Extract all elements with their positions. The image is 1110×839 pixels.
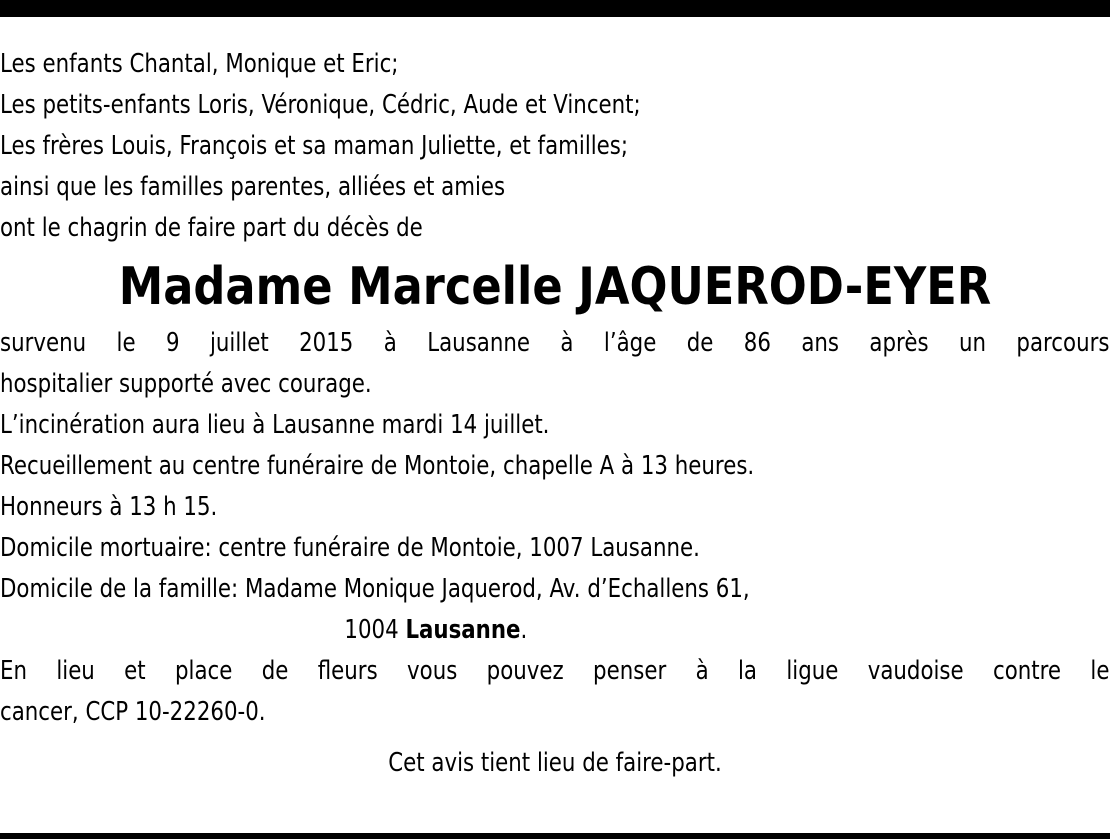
intro-line-announcement: ont le chagrin de faire part du décès de bbox=[0, 213, 423, 243]
body-line-cremation: L’incinération aura lieu à Lausanne mardi 14 juillet. bbox=[0, 410, 550, 440]
family-city-period: . bbox=[520, 615, 528, 645]
body-line-honours: Honneurs à 13 h 15. bbox=[0, 492, 218, 522]
body-line-gathering: Recueillement au centre funéraire de Montoie, chapelle A à 13 heures. bbox=[0, 451, 755, 481]
intro-line-children: Les enfants Chantal, Monique et Eric; bbox=[0, 49, 399, 79]
family-city: Lausanne bbox=[405, 615, 521, 645]
body-line-hospital: hospitalier supporté avec courage. bbox=[0, 369, 372, 399]
family-postcode: 1004 bbox=[344, 615, 406, 645]
top-border-rule bbox=[0, 0, 1110, 17]
death-notice bbox=[0, 44, 1110, 784]
intro-line-grandchildren: Les petits-enfants Loris, Véronique, Cédric, Aude et Vincent; bbox=[0, 90, 641, 120]
deceased-name: Madame Marcelle JAQUEROD-EYER bbox=[118, 257, 992, 317]
closing-note: Cet avis tient lieu de faire-part. bbox=[388, 748, 722, 778]
body-line-donation: En lieu et place de fleurs vous pouvez penser à la ligue vaudoise contre le bbox=[0, 656, 1110, 686]
body-line-death-date: survenu le 9 juillet 2015 à Lausanne à l’âge de 86 ans après un parcours bbox=[0, 328, 1110, 358]
intro-line-brothers: Les frères Louis, François et sa maman Juliette, et familles; bbox=[0, 131, 629, 161]
body-line-family-address: Domicile de la famille: Madame Monique Jaquerod, Av. d’Echallens 61, bbox=[0, 574, 750, 604]
body-line-ccp: cancer, CCP 10-22260-0. bbox=[0, 697, 266, 727]
bottom-border-rule bbox=[0, 833, 1110, 839]
body-line-mortuary: Domicile mortuaire: centre funéraire de Montoie, 1007 Lausanne. bbox=[0, 533, 700, 563]
intro-line-relatives: ainsi que les familles parentes, alliées et amies bbox=[0, 172, 506, 202]
body-line-family-city bbox=[0, 610, 910, 651]
